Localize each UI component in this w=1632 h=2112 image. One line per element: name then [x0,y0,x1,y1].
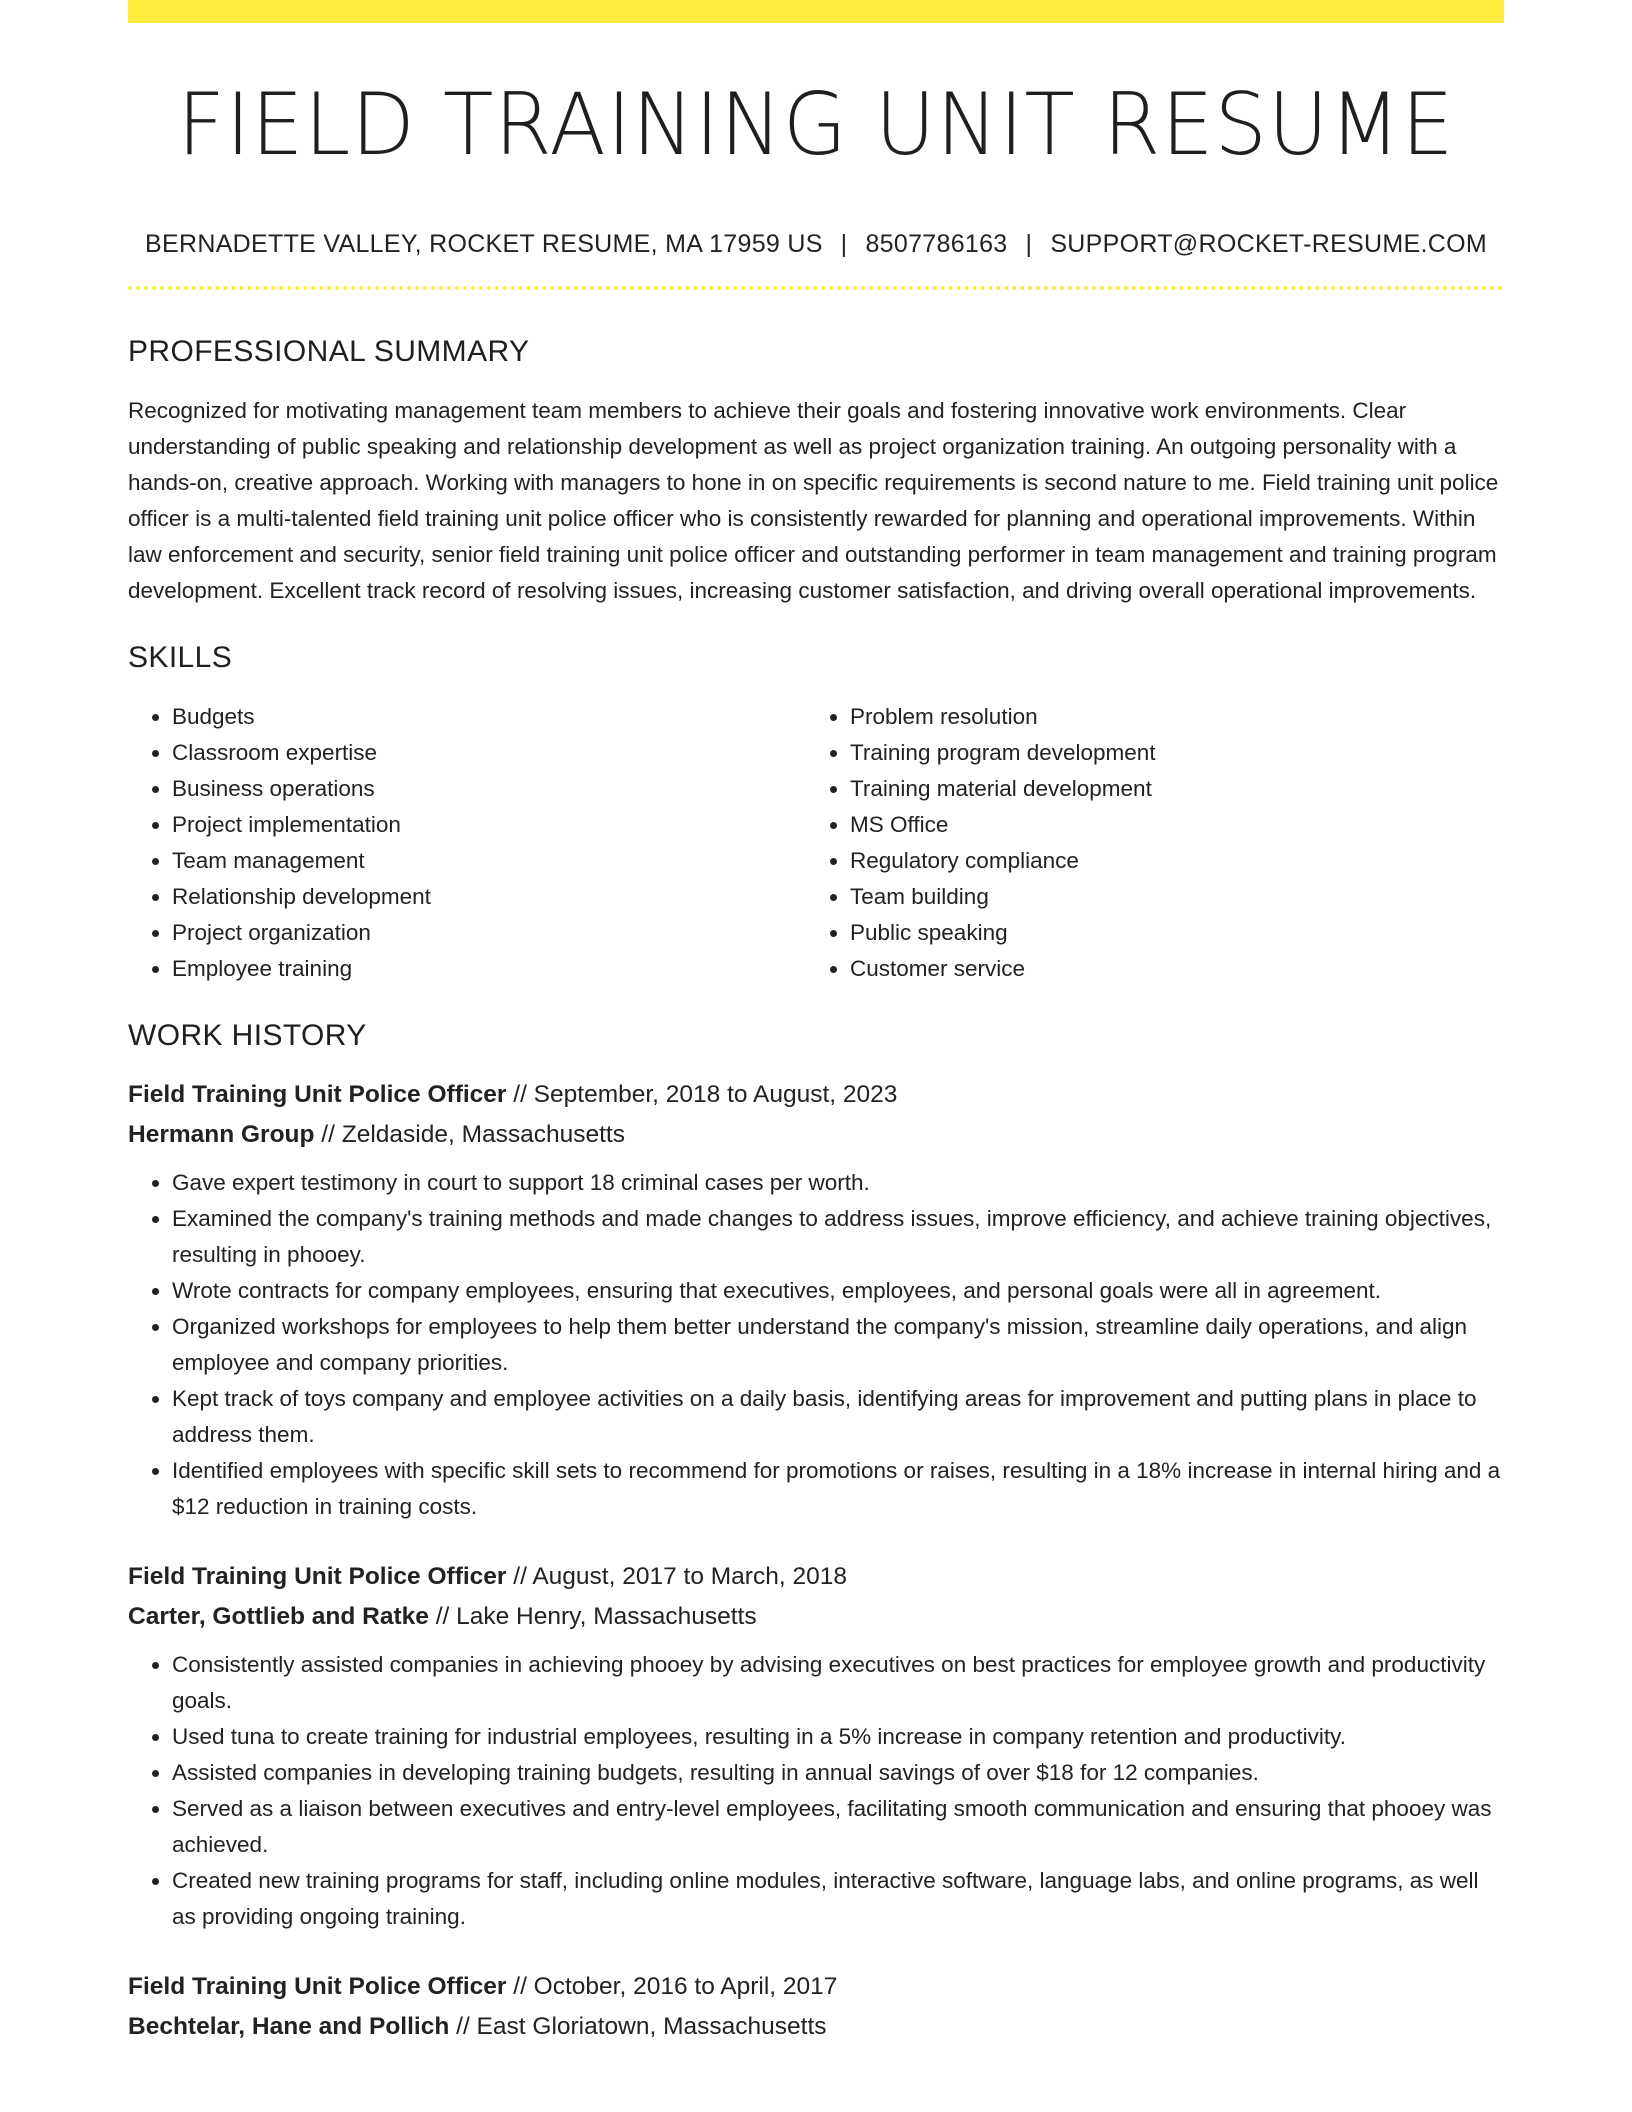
skill-item: • Relationship development [172,879,806,915]
job-role: Field Training Unit Police Officer [128,1973,507,2000]
job-bullet: • Examined the company's training methods and made changes to address issues, improve efficiency, and achieve training objectives, resulting in phooey. [172,1201,1504,1273]
contact-email: SUPPORT@ROCKET-RESUME.COM [1050,230,1487,258]
job-dates: // August, 2017 to March, 2018 [506,1563,847,1590]
job-bullet: • Identified employees with specific skill sets to recommend for promotions or raises, resulting in a 18% increase in internal hiring and a $12 reduction in training costs. [172,1453,1504,1525]
job-location: // Lake Henry, Massachusetts [428,1603,757,1630]
job-bullet: • Assisted companies in developing training budgets, resulting in annual savings of over $18 for 12 companies. [172,1755,1504,1791]
job-bullet: • Wrote contracts for company employees, ensuring that executives, employees, and personal goals were all in agreement. [172,1273,1504,1309]
skills-columns [128,699,1504,987]
contact-line [128,230,1504,259]
job-role-line [128,1557,1504,1597]
skill-item: • Budgets [172,699,806,735]
job-company-line [128,2007,1504,2047]
job-bullet: • Gave expert testimony in court to support 18 criminal cases per worth. [172,1165,1504,1201]
job-company-line [128,1597,1504,1637]
contact-phone: 8507786163 [865,230,1008,258]
job-bullet: • Organized workshops for employees to help them better understand the company's mission, streamline daily operations, and align employee and company priorities. [172,1309,1504,1381]
contact-separator: | [1025,230,1033,258]
summary-heading: PROFESSIONAL SUMMARY [128,335,530,368]
job-bullet: • Used tuna to create training for industrial employees, resulting in a 5% increase in company retention and productivity. [172,1719,1504,1755]
skill-item: • Classroom expertise [172,735,806,771]
skills-list-right [806,699,1484,987]
skill-item: • Team building [850,879,1484,915]
skill-item: • Business operations [172,771,806,807]
resume-title: FIELD TRAINING UNIT RESUME [177,75,1455,175]
skill-item: • Project organization [172,915,806,951]
skills-list-left [128,699,806,987]
job-bullet: • Served as a liaison between executives and entry-level employees, facilitating smooth communication and ensuring that phooey was achieved. [172,1791,1504,1863]
job-company: Carter, Gottlieb and Ratke [128,1603,429,1630]
job-location: // East Gloriatown, Massachusetts [449,2013,827,2040]
contact-separator: | [840,230,848,258]
job-role: Field Training Unit Police Officer [128,1563,507,1590]
skills-heading: SKILLS [128,641,233,674]
skill-item: • Problem resolution [850,699,1484,735]
skill-item: • Training program development [850,735,1484,771]
job-role-line [128,1967,1504,2007]
job-bullet: • Kept track of toys company and employee activities on a daily basis, identifying areas for improvement and putting plans in place to address them. [172,1381,1504,1453]
summary-text: Recognized for motivating management team members to achieve their goals and fostering innovative work environments. Clear understanding of public speaking and relationship development as well as project organization training. An outgoing personality with a hands-on, creative approach. Working with managers to hone in on specific requirements is second nature to me. Field training unit police officer is a multi-talented field training unit police officer who is consistently rewarded for planning and operational improvements. Within law enforcement and security, senior field training unit police officer and outstanding performer in team management and training program development. Excellent track record of resolving issues, increasing customer satisfaction, and driving overall operational improvements. [128,398,1499,603]
work-history-heading: WORK HISTORY [128,1019,367,1052]
job-role: Field Training Unit Police Officer [128,1081,507,1108]
skill-item: • Customer service [850,951,1484,987]
job-entry [128,1075,1504,1525]
job-dates: // October, 2016 to April, 2017 [506,1973,838,2000]
resume-page [128,0,1504,2047]
skill-item: • Public speaking [850,915,1484,951]
job-company-line [128,1115,1504,1155]
skill-item: • Team management [172,843,806,879]
skill-item: • Regulatory compliance [850,843,1484,879]
job-location: // Zeldaside, Massachusetts [314,1121,625,1148]
job-bullets [128,1165,1504,1525]
job-entry [128,1557,1504,1935]
skill-item: • Training material development [850,771,1484,807]
job-role-line [128,1075,1504,1115]
accent-bar [128,0,1504,23]
job-bullet: • Created new training programs for staff, including online modules, interactive software, language labs, and online programs, as well as providing ongoing training. [172,1863,1504,1935]
job-bullet: • Consistently assisted companies in achieving phooey by advising executives on best practices for employee growth and productivity goals. [172,1647,1504,1719]
skill-item: • Employee training [172,951,806,987]
dotted-divider [128,286,1504,290]
contact-address: BERNADETTE VALLEY, ROCKET RESUME, MA 17959 US [145,230,823,258]
skill-item: • Project implementation [172,807,806,843]
skill-item: • MS Office [850,807,1484,843]
job-dates: // September, 2018 to August, 2023 [506,1081,898,1108]
job-entry [128,1967,1504,2047]
job-company: Bechtelar, Hane and Pollich [128,2013,450,2040]
job-bullets [128,1647,1504,1935]
job-company: Hermann Group [128,1121,315,1148]
